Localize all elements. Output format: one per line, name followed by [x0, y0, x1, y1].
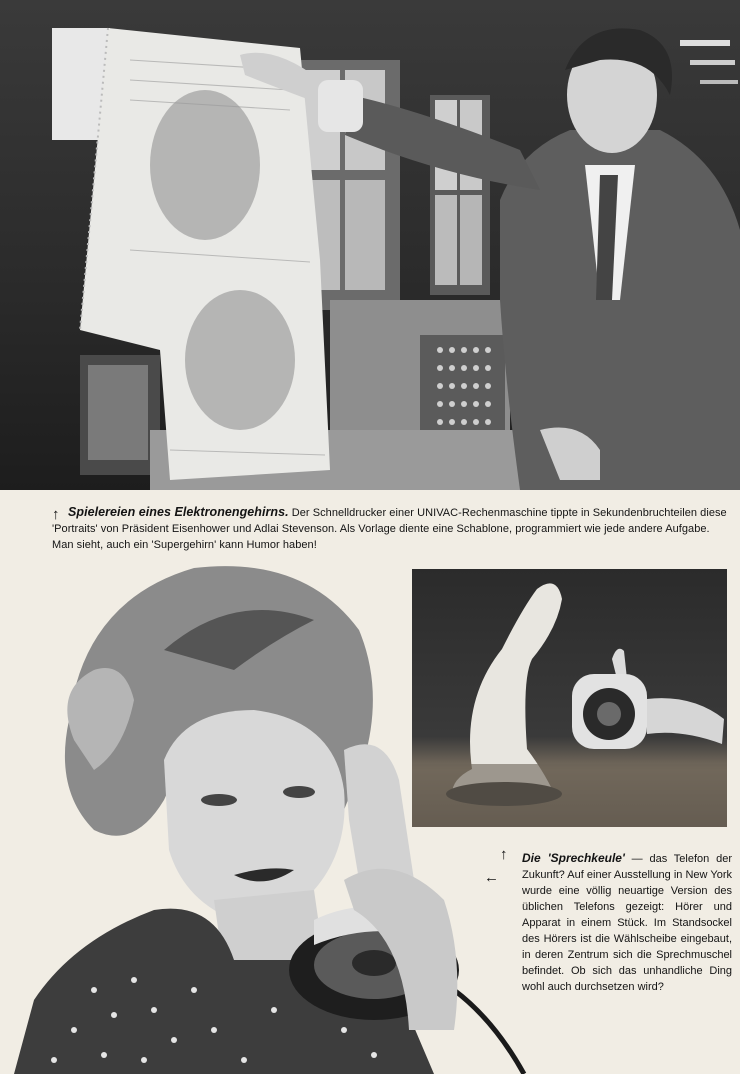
phone-caption-body: — das Telefon der Zukunft? Auf einer Ausstellung in New York wurde eine völlig neuartige Version des üblichen Telefons gezeigt: Hörer und Apparat in einem Stück. Im Standsockel des Hörers ist die Wählscheibe eingebaut, in deren Zentrum sich die Sprechmuschel befindet. Ob sich das unhandliche Ding wohl auch durchsetzen wird?: [522, 853, 732, 993]
phone-caption-lead: Die 'Sprechkeule': [522, 851, 625, 865]
top-caption: [52, 504, 728, 553]
top-caption-body: Der Schnelldrucker einer UNIVAC-Rechenmaschine tippte in Sekundenbruchteilen diese 'Portraits' von Präsident Eisenhower und Adlai Stevenson. Als Vorlage diente eine Schablone, programmiert wie jede andere Aufgabe. Man sieht, auch ein 'Supergehirn' kann Humor haben!: [52, 507, 727, 551]
arrow-up-icon: ↑: [52, 506, 60, 523]
phone-caption: [522, 850, 732, 995]
arrow-up-icon-2: ↑: [500, 846, 508, 863]
sprechkeule-phone-photo: [412, 569, 727, 827]
univac-printer-photo: [0, 0, 740, 490]
top-caption-lead: Spielereien eines Elektronengehirns.: [68, 505, 289, 519]
arrow-left-icon: ←: [484, 869, 499, 886]
